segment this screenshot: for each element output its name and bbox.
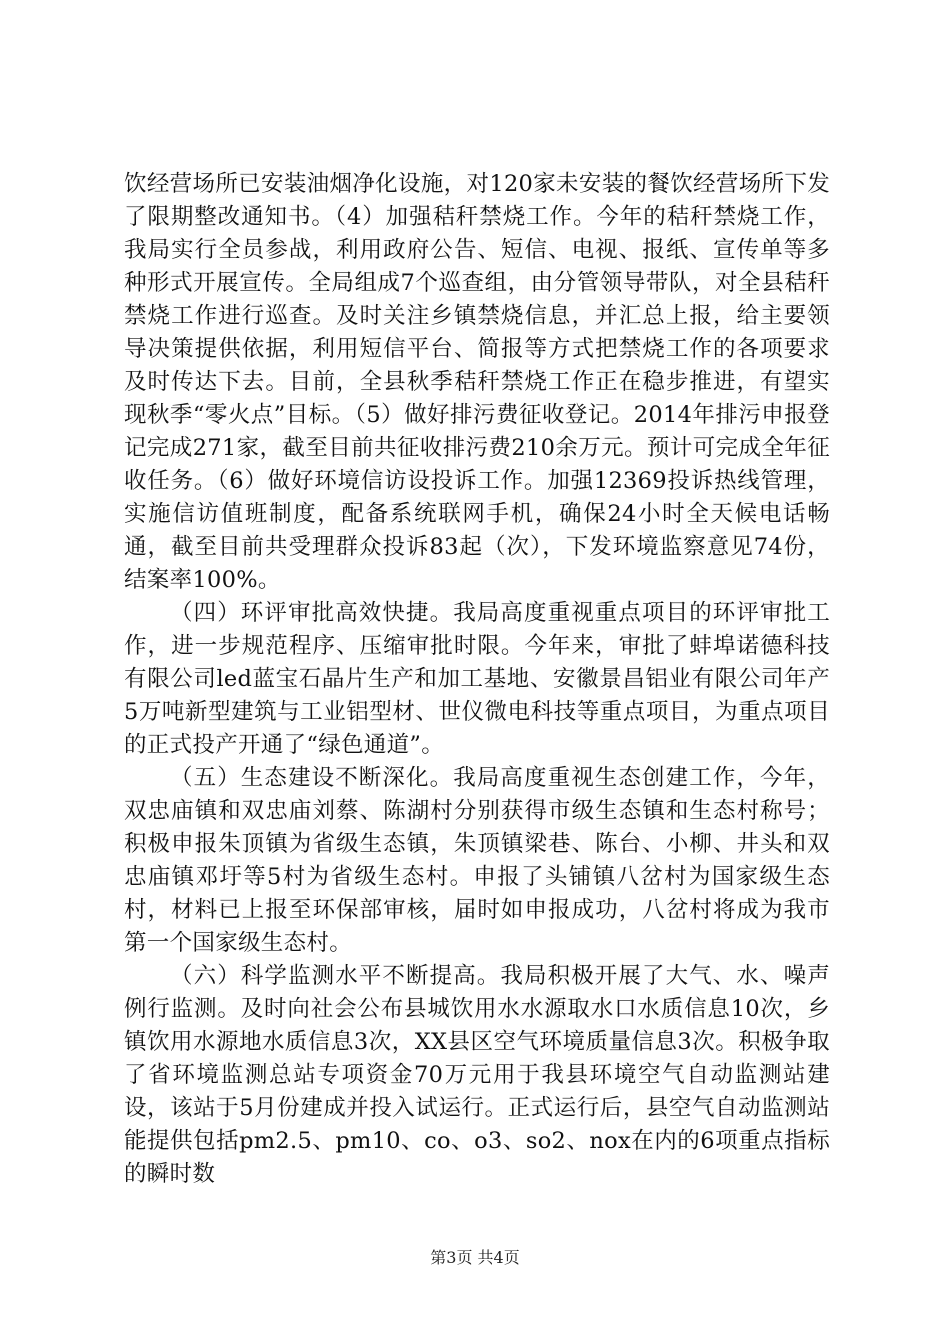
paragraph-monitoring: （六）科学监测水平不断提高。我局积极开展了大气、水、噪声例行监测。及时向社会公布县城饮用水水源取水口水质信息10次，乡镇饮用水源地水质信息3次，XX县区空气环境质量信息3次。积极争取了省环境监测总站专项资金70万元用于我县环境空气自动监测站建设，该站于5月份建成并投入试运行。正式运行后，县空气自动监测站能提供包括pm2.5、pm10、co、o3、so2、nox在内的6项重点指标的瞬时数	[124, 963, 830, 1187]
page-number-footer: 第3页 共4页	[430, 1248, 520, 1267]
paragraph-eia-approval: （四）环评审批高效快捷。我局高度重视重点项目的环评审批工作，进一步规范程序、压缩审批时限。今年来，审批了蚌埠诺德科技有限公司led蓝宝石晶片生产和加工基地、安徽景昌铝业有限公司年产5万吨新型建筑与工业铝型材、世仪微电科技等重点项目，为重点项目的正式投产开通了“绿色通道”。	[124, 600, 830, 758]
paragraph-continuation: 饮经营场所已安装油烟净化设施，对120家未安装的餐饮经营场所下发了限期整改通知书。（4）加强秸秆禁烧工作。今年的秸秆禁烧工作，我局实行全员参战，利用政府公告、短信、电视、报纸、宣传单等多种形式开展宣传。全局组成7个巡查组，由分管领导带队，对全县秸秆禁烧工作进行巡查。及时关注乡镇禁烧信息，并汇总上报，给主要领导决策提供依据，利用短信平台、简报等方式把禁烧工作的各项要求及时传达下去。目前，全县秋季秸秆禁烧工作正在稳步推进，有望实现秋季“零火点”目标。（5）做好排污费征收登记。2014年排污申报登记完成271家，截至目前共征收排污费210余万元。预计可完成全年征收任务。（6）做好环境信访设投诉工作。加强12369投诉热线管理，实施信访值班制度，配备系统联网手机，确保24小时全天候电话畅通，截至目前共受理群众投诉83起（次），下发环境监察意见74份，结案率100%。	[124, 171, 830, 593]
paragraph-ecological-construction: （五）生态建设不断深化。我局高度重视生态创建工作，今年，双忠庙镇和双忠庙刘蔡、陈湖村分别获得市级生态镇和生态村称号；积极申报朱顶镇为省级生态镇，朱顶镇梁巷、陈台、小柳、井头和双忠庙镇邓圩等5村为省级生态村。申报了头铺镇八岔村为国家级生态村，材料已上报至环保部审核，届时如申报成功，八岔村将成为我市第一个国家级生态村。	[124, 765, 830, 956]
document-body	[124, 168, 830, 1191]
